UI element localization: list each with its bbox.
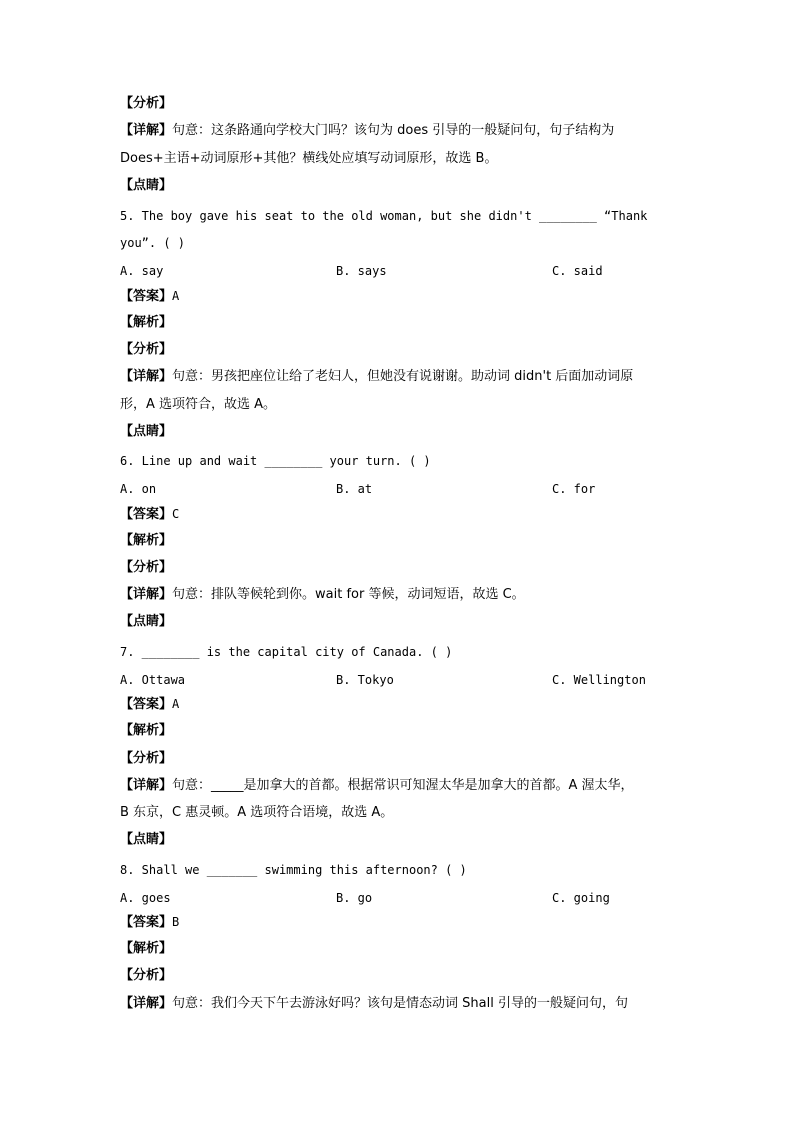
question-5-option-c: C. said (552, 264, 603, 278)
question-8-answer (120, 913, 179, 932)
question-7-answer (120, 695, 179, 714)
explanation-tag: 【解析】 (120, 533, 173, 548)
answer-tag: 【答案】 (120, 289, 173, 304)
detail-text: 句意：这条路通向学校大门吗？该句为 does 引导的一般疑问句，句子结构为 (172, 123, 615, 138)
answer-value: A (172, 697, 180, 711)
detail-line (120, 586, 525, 604)
detail-text-continued: Does+主语+动词原形+其他？横线处应填写动词原形，故选 B。 (120, 151, 498, 166)
comment-tag: 【点睛】 (120, 832, 173, 847)
comment-tag: 【点睛】 (120, 424, 173, 439)
detail-text-continued: B 东京，C 惠灵顿。A 选项符合语境，故选 A。 (120, 805, 394, 820)
detail-line (120, 995, 628, 1013)
question-7-option-a: A. Ottawa (120, 673, 186, 687)
answer-tag: 【答案】 (120, 697, 173, 712)
detail-tag: 【详解】 (120, 778, 173, 793)
analysis-tag: 【分析】 (120, 96, 173, 111)
detail-tag: 【详解】 (120, 996, 173, 1011)
comment-tag: 【点睛】 (120, 178, 173, 193)
answer-tag: 【答案】 (120, 915, 173, 930)
question-5-option-a: A. say (120, 264, 164, 278)
question-8-option-b: B. go (336, 891, 373, 905)
question-6-option-b: B. at (336, 482, 373, 496)
answer-tag: 【答案】 (120, 507, 173, 522)
question-8-stem: 8. Shall we _______ swimming this afternoon? ( ) (120, 863, 467, 877)
detail-text: 句意：排队等候轮到你。wait for 等候，动词短语，故选 C。 (172, 587, 525, 602)
question-6-option-a: A. on (120, 482, 157, 496)
question-7-stem: 7. ________ is the capital city of Canada. ( ) (120, 645, 453, 659)
detail-line (120, 122, 614, 140)
detail-text-continued: 形，A 选项符合，故选 A。 (120, 397, 277, 412)
detail-text: 句意：我们今天下午去游泳好吗？该句是情态动词 Shall 引导的一般疑问句，句 (172, 996, 628, 1011)
explanation-tag: 【解析】 (120, 941, 173, 956)
explanation-tag: 【解析】 (120, 723, 173, 738)
detail-tag: 【详解】 (120, 369, 173, 384)
question-5-stem: 5. The boy gave his seat to the old woman, but she didn't ________ “Thank (120, 209, 648, 223)
question-5-option-b: B. says (336, 264, 387, 278)
question-6-stem: 6. Line up and wait ________ your turn. ( ) (120, 454, 431, 468)
question-5-stem-continued: you”. ( ) (120, 236, 186, 250)
question-8-option-a: A. goes (120, 891, 171, 905)
answer-value: A (172, 289, 180, 303)
comment-tag: 【点睛】 (120, 614, 173, 629)
detail-text: 句意：男孩把座位让给了老妇人，但她没有说谢谢。助动词 didn't 后面加动词原 (172, 369, 634, 384)
explanation-tag: 【解析】 (120, 315, 173, 330)
detail-text: 句意：_____是加拿大的首都。根据常识可知渥太华是加拿大的首都。A 渥太华， (172, 778, 634, 793)
analysis-tag: 【分析】 (120, 560, 173, 575)
analysis-tag: 【分析】 (120, 968, 173, 983)
detail-line (120, 368, 633, 386)
analysis-tag: 【分析】 (120, 342, 173, 357)
answer-value: C (172, 507, 180, 521)
question-8-option-c: C. going (552, 891, 610, 905)
detail-tag: 【详解】 (120, 587, 173, 602)
analysis-tag: 【分析】 (120, 751, 173, 766)
question-5-answer (120, 287, 179, 306)
question-6-answer (120, 505, 179, 524)
answer-value: B (172, 915, 180, 929)
question-7-option-c: C. Wellington (552, 673, 646, 687)
detail-tag: 【详解】 (120, 123, 173, 138)
question-7-option-b: B. Tokyo (336, 673, 394, 687)
detail-line (120, 777, 634, 795)
question-6-option-c: C. for (552, 482, 596, 496)
